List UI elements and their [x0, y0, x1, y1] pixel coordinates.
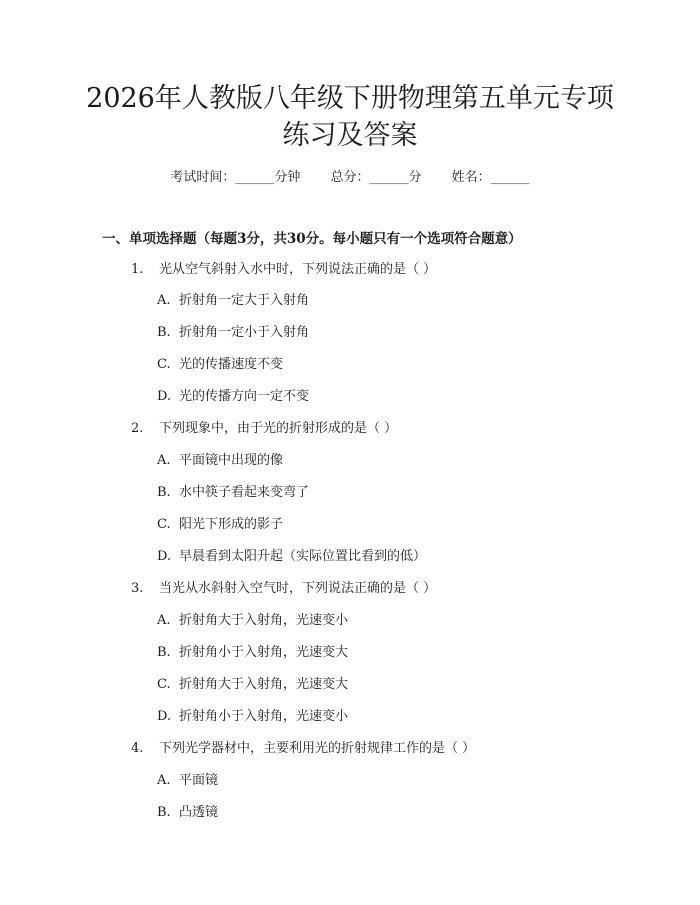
- option-letter: C.: [157, 517, 171, 532]
- option-letter: B.: [157, 805, 171, 820]
- option-2b: [157, 483, 309, 503]
- option-text: 水中筷子看起来变弯了: [179, 485, 310, 500]
- option-1b: [157, 323, 309, 343]
- option-letter: C.: [157, 677, 171, 692]
- option-letter: B.: [157, 645, 171, 660]
- question-text: 当光从水斜射入空气时，下列说法正确的是（ ）: [159, 581, 437, 596]
- option-letter: B.: [157, 485, 171, 500]
- question-4: [131, 739, 475, 759]
- question-text: 下列光学器材中，主要利用光的折射规律工作的是（ ）: [159, 741, 476, 756]
- option-letter: C.: [157, 357, 171, 372]
- option-text: 折射角小于入射角，光速变小: [179, 709, 349, 724]
- option-text: 光的传播方向一定不变: [179, 389, 310, 404]
- question-number: 3.: [131, 581, 144, 596]
- question-number: 1.: [131, 262, 144, 277]
- option-letter: A.: [157, 293, 171, 308]
- option-letter: B.: [157, 325, 171, 340]
- exam-meta-line: [0, 168, 700, 188]
- option-3b: [157, 643, 348, 663]
- document-title-line-2: 练习及答案: [282, 120, 418, 151]
- option-2d: [157, 547, 426, 567]
- option-4a: [157, 771, 218, 791]
- option-3a: [157, 611, 348, 631]
- option-letter: A.: [157, 613, 171, 628]
- document-title-line-1: 2026年人教版八年级下册物理第五单元专项: [86, 83, 614, 114]
- question-text: 光从空气斜射入水中时，下列说法正确的是（ ）: [159, 262, 437, 277]
- question-3: [131, 579, 436, 599]
- question-2: [131, 419, 397, 439]
- option-2c: [157, 515, 283, 535]
- total-score-field: 总分：______分: [330, 170, 422, 185]
- option-2a: [157, 451, 283, 471]
- question-1: [131, 260, 436, 280]
- question-number: 2.: [131, 421, 144, 436]
- option-letter: D.: [157, 549, 172, 564]
- option-text: 折射角一定大于入射角: [179, 293, 310, 308]
- student-name-field: 姓名：______: [451, 170, 530, 185]
- option-3c: [157, 675, 348, 695]
- option-letter: D.: [157, 389, 172, 404]
- option-text: 折射角大于入射角，光速变小: [179, 613, 349, 628]
- option-4b: [157, 803, 218, 823]
- option-text: 折射角小于入射角，光速变大: [179, 645, 349, 660]
- option-letter: A.: [157, 453, 171, 468]
- option-text: 光的传播速度不变: [179, 357, 284, 372]
- option-text: 早晨看到太阳升起（实际位置比看到的低）: [179, 549, 427, 564]
- option-1d: [157, 387, 309, 407]
- option-text: 折射角一定小于入射角: [179, 325, 310, 340]
- option-3d: [157, 707, 348, 727]
- section-heading: 一、单项选择题（每题3分，共30分。每小题只有一个选项符合题意）: [102, 231, 522, 247]
- option-text: 平面镜中出现的像: [179, 453, 284, 468]
- option-letter: D.: [157, 709, 172, 724]
- question-number: 4.: [131, 741, 144, 756]
- question-text: 下列现象中，由于光的折射形成的是（ ）: [159, 421, 398, 436]
- option-text: 凸透镜: [179, 805, 219, 820]
- option-text: 阳光下形成的影子: [179, 517, 284, 532]
- option-letter: A.: [157, 773, 171, 788]
- option-text: 折射角大于入射角，光速变大: [179, 677, 349, 692]
- exam-time-field: 考试时间：______分钟: [170, 170, 301, 185]
- option-text: 平面镜: [179, 773, 219, 788]
- option-1c: [157, 355, 283, 375]
- option-1a: [157, 291, 309, 311]
